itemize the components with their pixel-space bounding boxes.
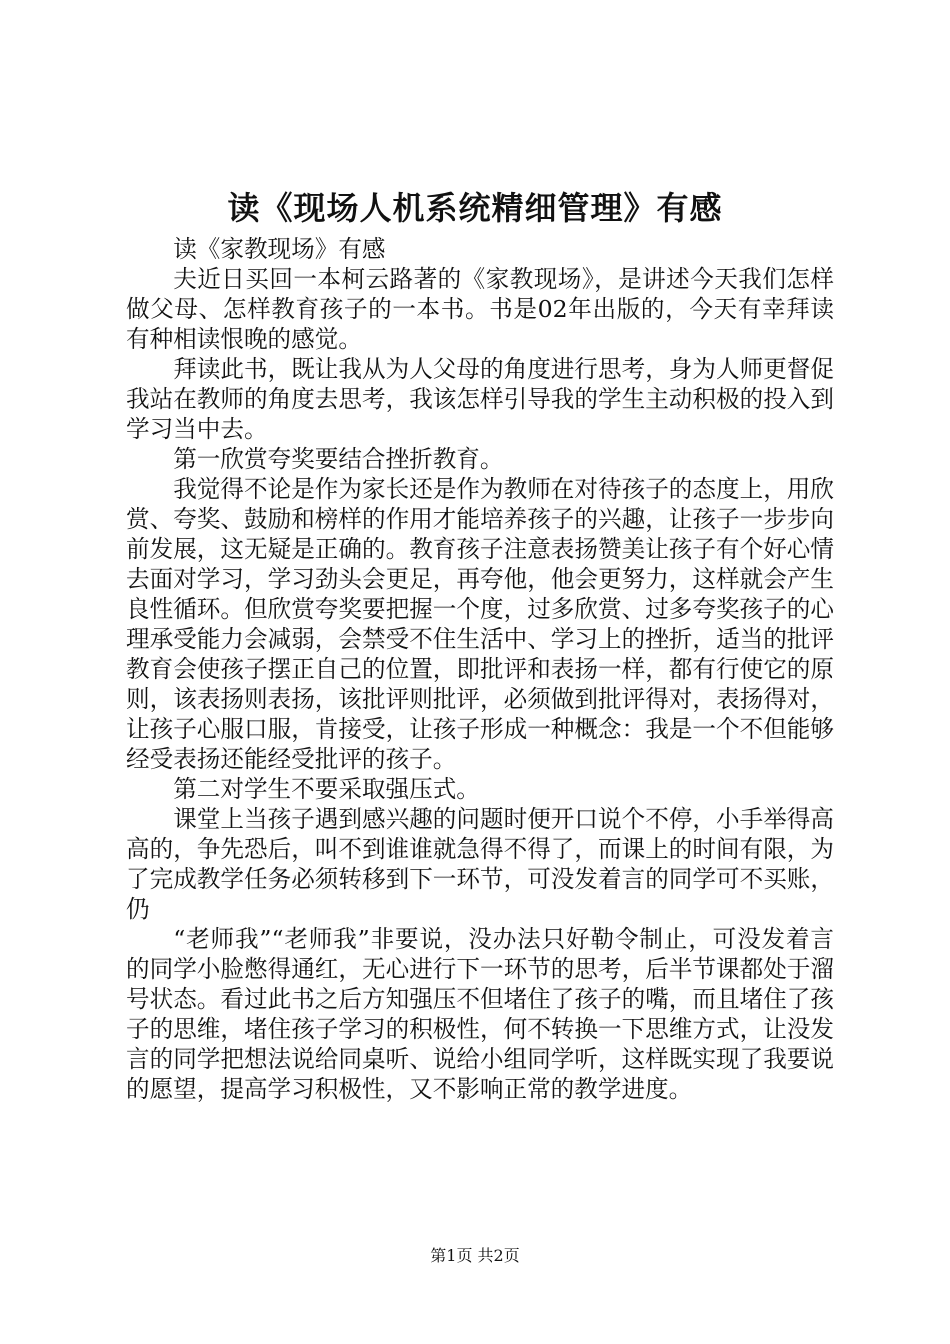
paragraph: 课堂上当孩子遇到感兴趣的问题时便开口说个不停，小手举得高高的，争先恐后，叫不到谁谁就急得不得了，而课上的时间有限，为了完成教学任务必须转移到下一环节，可没发着言的同学可不买账，仍 xyxy=(126,805,834,923)
paragraph: “老师我”“老师我”非要说，没办法只好勒令制止，可没发着言的同学小脸憋得通红，无心进行下一环节的思考，后半节课都处于溜号状态。看过此书之后方知强压不但堵住了孩子的嘴，而且堵住了孩子的思维，堵住孩子学习的积极性，何不转换一下思维方式，让没发言的同学把想法说给同桌听、说给小组同学听，这样既实现了我要说的愿望，提高学习积极性，又不影响正常的教学进度。 xyxy=(126,925,834,1103)
paragraph: 夫近日买回一本柯云路著的《家教现场》，是讲述今天我们怎样做父母、怎样教育孩子的一本书。书是02年出版的，今天有幸拜读有种相读恨晚的感觉。 xyxy=(126,265,834,353)
document-title: 读《现场人机系统精细管理》有感 xyxy=(227,189,723,227)
paragraph: 拜读此书，既让我从为人父母的角度进行思考，身为人师更督促我站在教师的角度去思考，我该怎样引导我的学生主动积极的投入到学习当中去。 xyxy=(126,355,834,443)
paragraph-subtitle: 读《家教现场》有感 xyxy=(173,235,386,263)
paragraph: 我觉得不论是作为家长还是作为教师在对待孩子的态度上，用欣赏、夸奖、鼓励和榜样的作用才能培养孩子的兴趣，让孩子一步步向前发展，这无疑是正确的。教育孩子注意表扬赞美让孩子有个好心情去面对学习，学习劲头会更足，再夸他，他会更努力，这样就会产生良性循环。但欣赏夸奖要把握一个度，过多欣赏、过多夸奖孩子的心理承受能力会减弱，会禁受不住生活中、学习上的挫折，适当的批评教育会使孩子摆正自己的位置，即批评和表扬一样，都有行使它的原则，该表扬则表扬，该批评则批评，必须做到批评得对，表扬得对，让孩子心服口服，肯接受，让孩子形成一种概念：我是一个不但能够经受表扬还能经受批评的孩子。 xyxy=(126,475,834,773)
section-heading-second: 第二对学生不要采取强压式。 xyxy=(173,775,480,803)
section-heading-first: 第一欣赏夸奖要结合挫折教育。 xyxy=(173,445,504,473)
page-footer: 第1页 共2页 xyxy=(430,1246,520,1265)
document-body xyxy=(126,234,834,1104)
